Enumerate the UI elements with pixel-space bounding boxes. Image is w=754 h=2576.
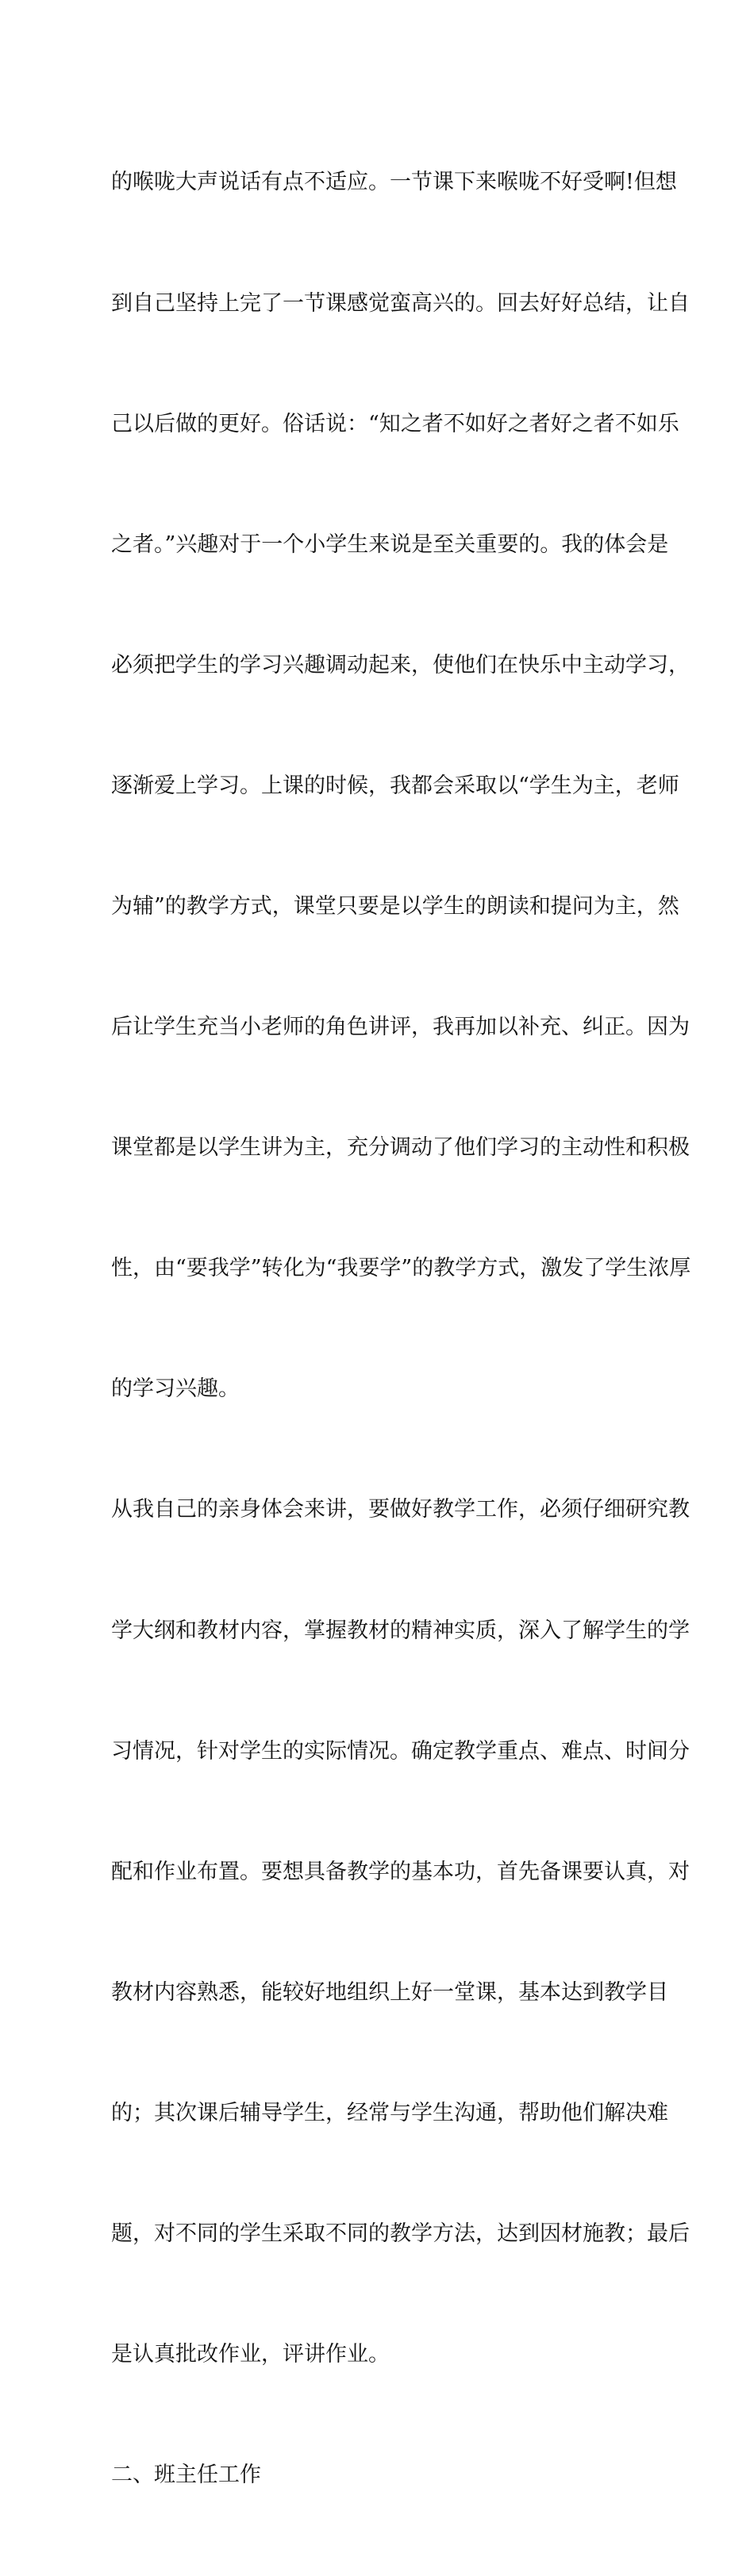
- text-line: 到自己坚持上完了一节课感觉蛮高兴的。回去好好总结，让自: [111, 290, 690, 316]
- text-line: 教材内容熟悉，能较好地组织上好一堂课，基本达到教学目: [111, 1979, 668, 2005]
- text-line: 是认真批改作业，评讲作业。: [111, 2342, 390, 2367]
- text-line: 之者。”兴趣对于一个小学生来说是至关重要的。我的体会是: [111, 532, 669, 557]
- body-text: [111, 83, 691, 2576]
- text-line: 学大纲和教材内容，掌握教材的精神实质，深入了解学生的学: [111, 1618, 690, 1643]
- text-line: 的学习兴趣。: [111, 1376, 240, 1402]
- text-line: 习情况，针对学生的实际情况。确定教学重点、难点、时间分: [111, 1738, 690, 1764]
- text-line: 的；其次课后辅导学生，经常与学生沟通，帮助他们解决难: [111, 2100, 668, 2125]
- text-line: 逐渐爱上学习。上课的时候，我都会采取以“学生为主，老师: [111, 773, 679, 798]
- text-line: 性，由“要我学”转化为“我要学”的教学方式，激发了学生浓厚: [111, 1256, 691, 1281]
- text-line: 配和作业布置。要想具备教学的基本功，首先备课要认真，对: [111, 1859, 690, 1884]
- text-line: 己以后做的更好。俗话说：“知之者不如好之者好之者不如乐: [111, 411, 679, 436]
- section-heading: 二、班主任工作: [111, 2463, 261, 2488]
- text-line: 为辅”的教学方式，课堂只要是以学生的朗读和提问为主，然: [111, 893, 679, 919]
- text-line: 从我自己的亲身体会来讲，要做好教学工作，必须仔细研究教: [111, 1497, 690, 1522]
- text-line: 的喉咙大声说话有点不适应。一节课下来喉咙不好受啊!但想: [111, 170, 677, 195]
- text-line: 题，对不同的学生采取不同的教学方法，达到因材施教；最后: [111, 2221, 690, 2246]
- text-line: 课堂都是以学生讲为主，充分调动了他们学习的主动性和积极: [111, 1135, 690, 1161]
- text-line: 必须把学生的学习兴趣调动起来，使他们在快乐中主动学习，: [111, 652, 690, 678]
- text-line: 后让学生充当小老师的角色讲评，我再加以补充、纠正。因为: [111, 1015, 690, 1040]
